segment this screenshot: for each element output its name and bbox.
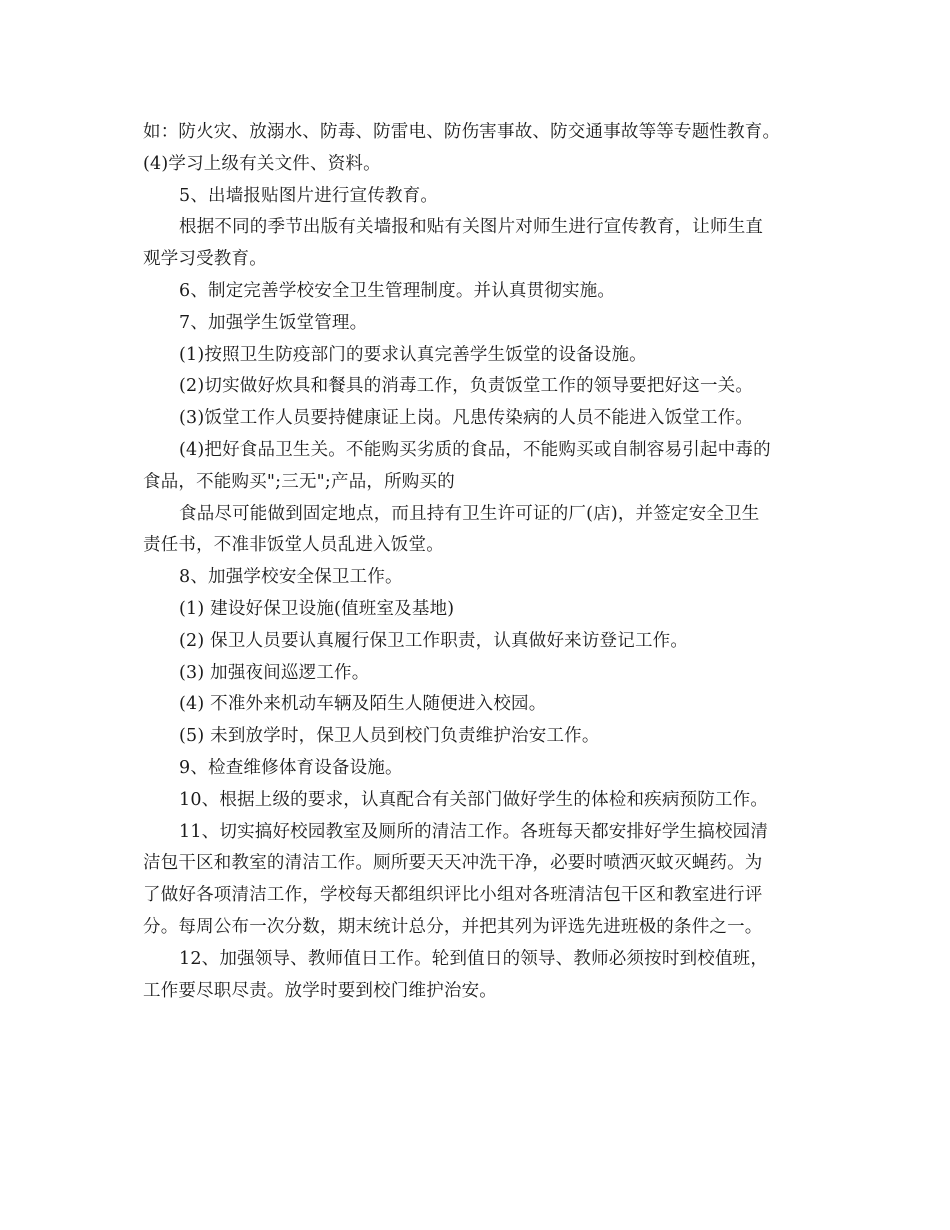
text-line-23: 11、切实搞好校园教室及厕所的清洁工作。各班每天都安排好学生搞校园清: [179, 821, 769, 842]
text-line-2: (4)学习上级有关文件、资料。: [143, 153, 381, 174]
text-line-11: (4)把好食品卫生关。不能购买劣质的食品，不能购买或自制容易引起中毒的: [179, 439, 771, 460]
text-line-12: 食品，不能购买";三无";产品，所购买的: [143, 471, 455, 492]
text-line-19: (4) 不准外来机动车辆及陌生人随便进入校园。: [179, 694, 547, 715]
text-line-22: 10、根据上级的要求，认真配合有关部门做好学生的体检和疾病预防工作。: [179, 789, 769, 810]
text-line-10: (3)饭堂工作人员要持健康证上岗。凡患传染病的人员不能进入饭堂工作。: [179, 408, 754, 429]
text-line-18: (3) 加强夜间巡逻工作。: [179, 662, 370, 683]
text-line-6: 6、制定完善学校安全卫生管理制度。并认真贯彻实施。: [179, 280, 616, 301]
text-line-14: 责任书，不准非饭堂人员乱进入饭堂。: [143, 535, 444, 556]
text-line-9: (2)切实做好炊具和餐具的消毒工作，负责饭堂工作的领导要把好这一关。: [179, 376, 754, 397]
text-line-20: (5) 未到放学时，保卫人员到校门负责维护治安工作。: [179, 726, 600, 747]
text-line-7: 7、加强学生饭堂管理。: [179, 312, 368, 333]
text-line-17: (2) 保卫人员要认真履行保卫工作职责，认真做好来访登记工作。: [179, 630, 689, 651]
text-line-5: 观学习受教育。: [143, 249, 267, 270]
text-line-13: 食品尽可能做到固定地点，而且持有卫生许可证的厂(店)，并签定安全卫生: [179, 503, 760, 524]
text-line-8: (1)按照卫生防疫部门的要求认真完善学生饭堂的设备设施。: [179, 344, 647, 365]
document-body: [143, 117, 823, 1007]
text-line-15: 8、加强学校安全保卫工作。: [179, 567, 403, 588]
text-line-24: 洁包干区和教室的清洁工作。厕所要天天冲洗干净，必要时喷洒灭蚊灭蝇药。为: [143, 853, 763, 874]
text-line-27: 12、加强领导、教师值日工作。轮到值日的领导、教师必须按时到校值班，: [179, 948, 769, 969]
text-line-26: 分。每周公布一次分数，期末统计总分，并把其列为评选先进班极的条件之一。: [143, 916, 763, 937]
text-line-1: 如：防火灾、放溺水、防毒、防雷电、防伤害事故、防交通事故等等专题性教育。: [143, 122, 781, 142]
text-line-4: 根据不同的季节出版有关墙报和贴有关图片对师生进行宣传教育，让师生直: [179, 217, 764, 238]
text-line-25: 了做好各项清洁工作，学校每天都组织评比小组对各班清洁包干区和教室进行评: [143, 885, 763, 906]
text-line-3: 5、出墙报贴图片进行宣传教育。: [179, 185, 439, 206]
text-line-21: 9、检查维修体育设备设施。: [179, 757, 403, 778]
text-line-16: (1) 建设好保卫设施(值班室及基地): [179, 598, 455, 619]
text-line-28: 工作要尽职尽责。放学时要到校门维护治安。: [143, 980, 497, 1001]
